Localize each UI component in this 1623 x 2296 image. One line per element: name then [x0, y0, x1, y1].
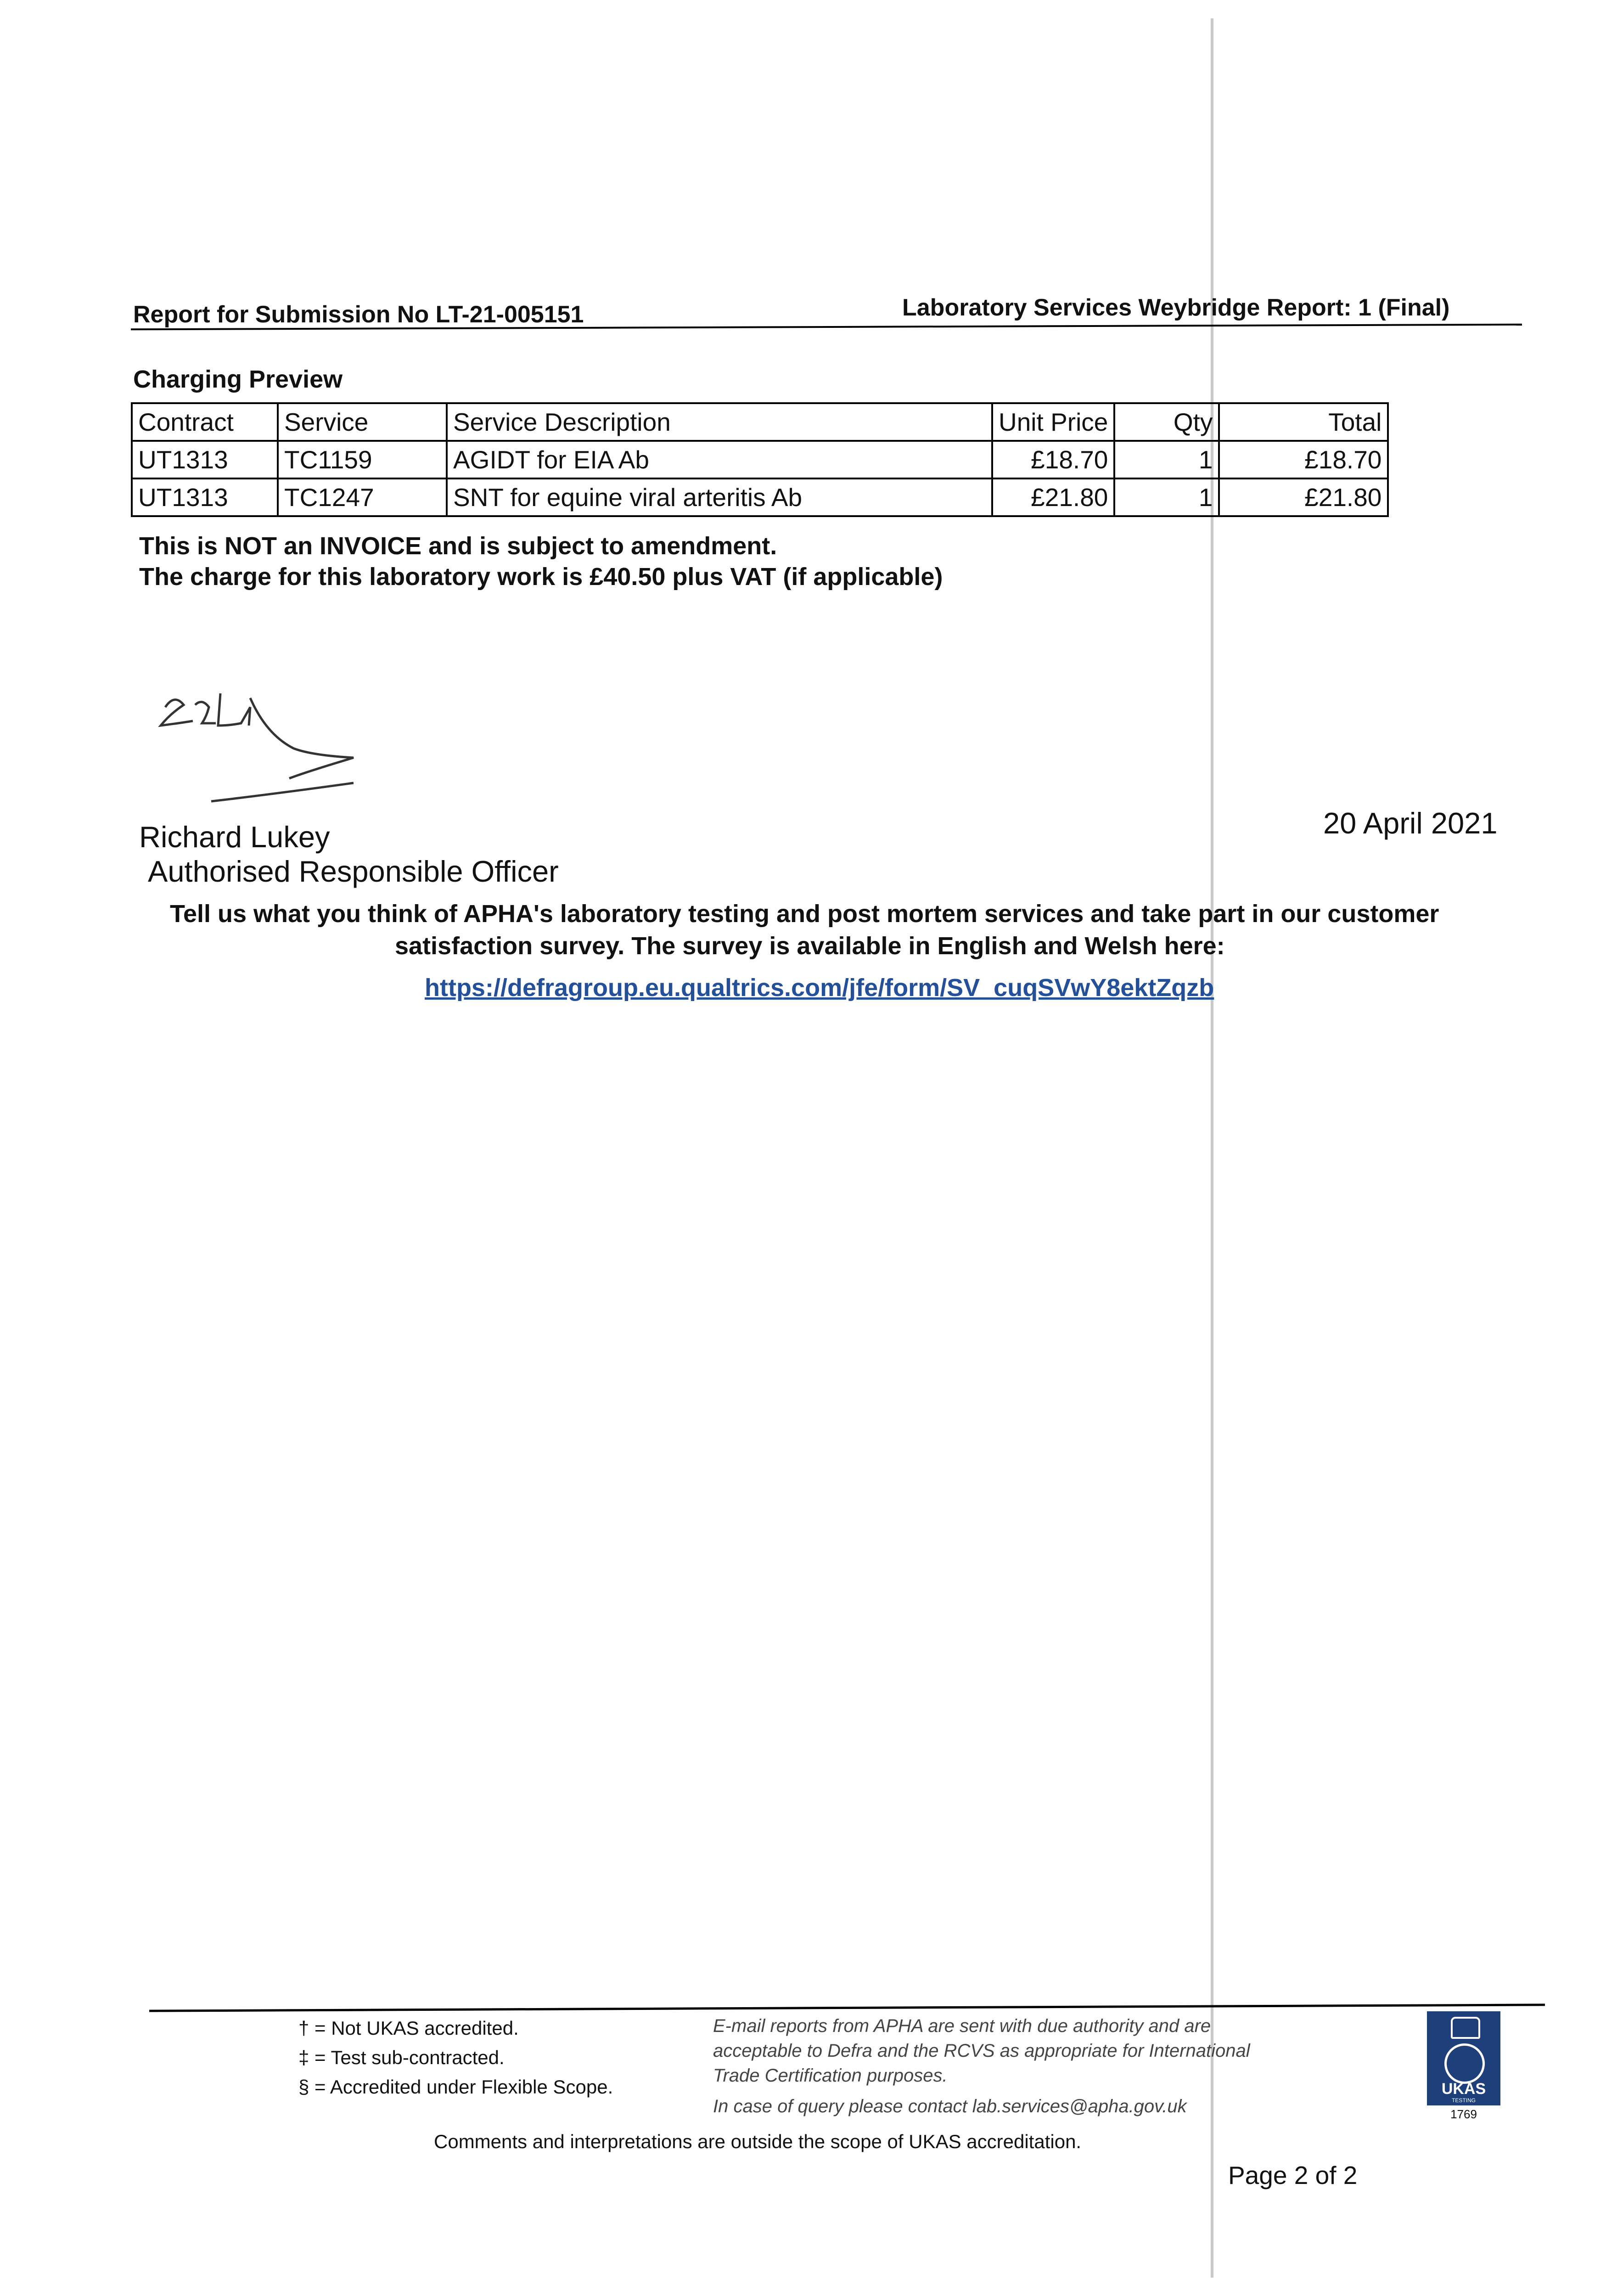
- ukas-scope-statement: Comments and interpretations are outside the scope of UKAS accreditation.: [434, 2131, 1082, 2152]
- cell-description: AGIDT for EIA Ab: [447, 441, 992, 478]
- column-header-contract: Contract: [132, 403, 278, 441]
- footnote-sub-contracted: ‡ = Test sub-contracted.: [298, 2047, 505, 2068]
- cell-total: £21.80: [1219, 478, 1388, 516]
- ukas-logo-text: UKAS: [1441, 2080, 1486, 2098]
- not-invoice-note: This is NOT an INVOICE and is subject to amendment.: [139, 532, 777, 560]
- charging-table: [131, 402, 1389, 517]
- email-disclaimer-line3: Trade Certification purposes.: [713, 2065, 948, 2086]
- column-header-service: Service: [278, 403, 447, 441]
- charging-preview-title: Charging Preview: [133, 366, 343, 393]
- cell-contract: UT1313: [132, 441, 278, 478]
- cell-unit-price: £21.80: [992, 478, 1114, 516]
- crown-icon: [1451, 2017, 1480, 2039]
- survey-text-line2: satisfaction survey. The survey is available in English and Welsh here:: [395, 932, 1225, 960]
- cell-total: £18.70: [1219, 441, 1388, 478]
- cell-contract: UT1313: [132, 478, 278, 516]
- report-submission-header: Report for Submission No LT-21-005151: [133, 301, 584, 328]
- cell-qty: 1: [1114, 478, 1219, 516]
- column-header-total: Total: [1219, 403, 1388, 441]
- table-header-row: [132, 403, 1388, 441]
- ukas-logo-subtext: TESTING: [1451, 2097, 1476, 2104]
- column-header-description: Service Description: [447, 403, 992, 441]
- email-disclaimer-line2: acceptable to Defra and the RCVS as appropriate for International: [713, 2041, 1250, 2061]
- column-header-unit-price: Unit Price: [992, 403, 1114, 441]
- handwritten-signature: [152, 680, 372, 813]
- signatory-name: Richard Lukey: [139, 820, 330, 854]
- report-date: 20 April 2021: [1323, 806, 1498, 840]
- table-row: [132, 441, 1388, 478]
- ukas-tick-icon: [1444, 2043, 1485, 2084]
- page-number: Page 2 of 2: [1228, 2161, 1358, 2189]
- lab-services-header: Laboratory Services Weybridge Report: 1 (Final): [902, 294, 1450, 321]
- column-header-qty: Qty: [1114, 403, 1219, 441]
- footnote-flexible-scope: § = Accredited under Flexible Scope.: [298, 2076, 613, 2098]
- table-row: [132, 478, 1388, 516]
- email-disclaimer-line1: E-mail reports from APHA are sent with due authority and are: [713, 2016, 1211, 2036]
- footer-rule: [149, 2003, 1545, 2012]
- survey-link[interactable]: https://defragroup.eu.qualtrics.com/jfe/form/SV_cuqSVwY8ektZqzb: [425, 974, 1214, 1002]
- cell-service: TC1159: [278, 441, 447, 478]
- signatory-role: Authorised Responsible Officer: [148, 855, 559, 888]
- contact-email-line: In case of query please contact lab.services@apha.gov.uk: [713, 2096, 1187, 2116]
- cell-unit-price: £18.70: [992, 441, 1114, 478]
- ukas-logo: [1427, 2011, 1505, 2122]
- scan-artifact-line: [1211, 18, 1213, 2278]
- cell-description: SNT for equine viral arteritis Ab: [447, 478, 992, 516]
- charge-total-note: The charge for this laboratory work is £40.50 plus VAT (if applicable): [139, 563, 943, 591]
- cell-service: TC1247: [278, 478, 447, 516]
- footnote-not-ukas: † = Not UKAS accredited.: [298, 2017, 519, 2039]
- ukas-badge: [1427, 2011, 1500, 2105]
- cell-qty: 1: [1114, 441, 1219, 478]
- ukas-number: 1769: [1450, 2107, 1477, 2121]
- survey-text-line1: Tell us what you think of APHA's laboratory testing and post mortem services and take part in our customer: [170, 900, 1439, 928]
